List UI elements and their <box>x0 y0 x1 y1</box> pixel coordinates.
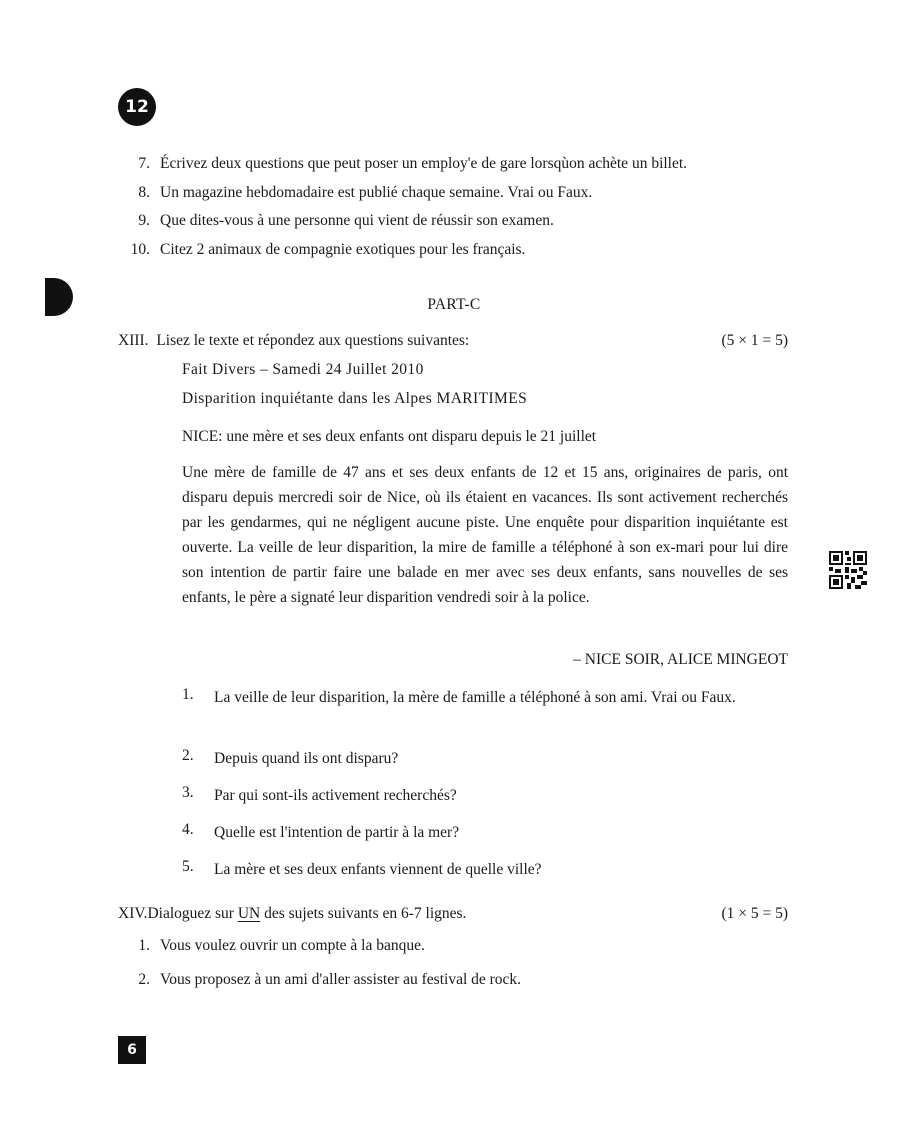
section-14-instruction <box>118 905 466 923</box>
instruction-text: des sujets suivants en 6-7 lignes. <box>260 905 467 922</box>
section-13-header <box>118 332 788 350</box>
headline-2: Disparition inquiétante dans les Alpes MARITIMES <box>182 390 528 407</box>
part-heading: PART-C <box>427 296 481 313</box>
instruction-text: Dialoguez sur <box>147 905 238 922</box>
list-item <box>118 241 687 259</box>
item-text: Quelle est l'intention de partir à la mer? <box>214 824 460 841</box>
list-item <box>118 184 687 212</box>
qr-code-icon <box>829 551 867 589</box>
item-text: Depuis quand ils ont disparu? <box>214 750 399 767</box>
section-14-header <box>118 905 788 923</box>
section-13-instruction <box>118 332 469 350</box>
page-number: 6 <box>118 1036 146 1064</box>
item-text: Citez 2 animaux de compagnie exotiques pour les français. <box>160 241 526 258</box>
section-13-marks: (5 × 1 = 5) <box>721 332 788 349</box>
headline-1: Fait Divers – Samedi 24 Juillet 2010 <box>182 361 424 378</box>
item-text: Un magazine hebdomadaire est publié chaque semaine. Vrai ou Faux. <box>160 184 593 201</box>
section-label: XIV. <box>118 905 148 922</box>
list-item <box>182 784 788 808</box>
item-text: Par qui sont-ils activement recherchés? <box>214 787 457 804</box>
item-number: 1. <box>182 686 194 703</box>
item-text: La veille de leur disparition, la mère de famille a téléphoné à son ami. Vrai ou Faux. <box>214 689 736 706</box>
instruction-text: Lisez le texte et répondez aux questions suivantes: <box>156 332 470 349</box>
topic-list <box>118 937 521 989</box>
item-number: 9. <box>138 212 150 229</box>
item-number: 7. <box>138 155 150 172</box>
item-number: 10. <box>130 241 150 258</box>
list-item <box>182 821 788 845</box>
item-number: 2. <box>138 971 150 988</box>
top-question-list <box>118 155 687 259</box>
headline-3: NICE: une mère et ses deux enfants ont disparu depuis le 21 juillet <box>182 428 597 445</box>
item-number: 8. <box>138 184 150 201</box>
item-text: Que dites-vous à une personne qui vient de réussir son examen. <box>160 212 554 229</box>
item-number: 3. <box>182 784 194 801</box>
item-text: Vous proposez à un ami d'aller assister au festival de rock. <box>160 971 522 988</box>
item-number: 1. <box>138 937 150 954</box>
list-item <box>118 971 521 989</box>
list-item <box>118 212 687 241</box>
item-text: Écrivez deux questions que peut poser un employ'e de gare lorsqùon achète un billet. <box>160 155 688 172</box>
item-text: Vous voulez ouvrir un compte à la banque. <box>160 937 425 954</box>
section-label: XIII. <box>118 332 149 349</box>
item-text: La mère et ses deux enfants viennent de quelle ville? <box>214 861 542 878</box>
item-number: 2. <box>182 747 194 764</box>
list-item <box>118 937 521 971</box>
article-passage: Une mère de famille de 47 ans et ses deux enfants de 12 et 15 ans, originaires de paris, ont disparu depuis mercredi soir de Nice, où ils étaient en vacances. Ils sont activement recherchés par les gendarmes, qui ne négligent aucune piste. Une enquête pour disparition inquiétante est ouverte. La veille de leur disparition, la mire de famille a téléphoné à son ex-mari pour lui dire son intention de partir faire une balade en mer avec ses deux enfants, sans nouvelles de ses enfants, le père a signaté leur disparition vendredi soir à la police. <box>182 464 788 606</box>
list-item <box>182 686 788 710</box>
item-number: 4. <box>182 821 194 838</box>
section-14-marks: (1 × 5 = 5) <box>721 905 788 922</box>
list-item <box>182 747 788 771</box>
list-item <box>118 155 687 184</box>
list-item <box>182 858 788 882</box>
class-badge: 12 <box>118 88 156 126</box>
emphasis-underlined: UN <box>237 905 261 922</box>
item-number: 5. <box>182 858 194 875</box>
article-source: – NICE SOIR, ALICE MINGEOT <box>573 651 788 668</box>
